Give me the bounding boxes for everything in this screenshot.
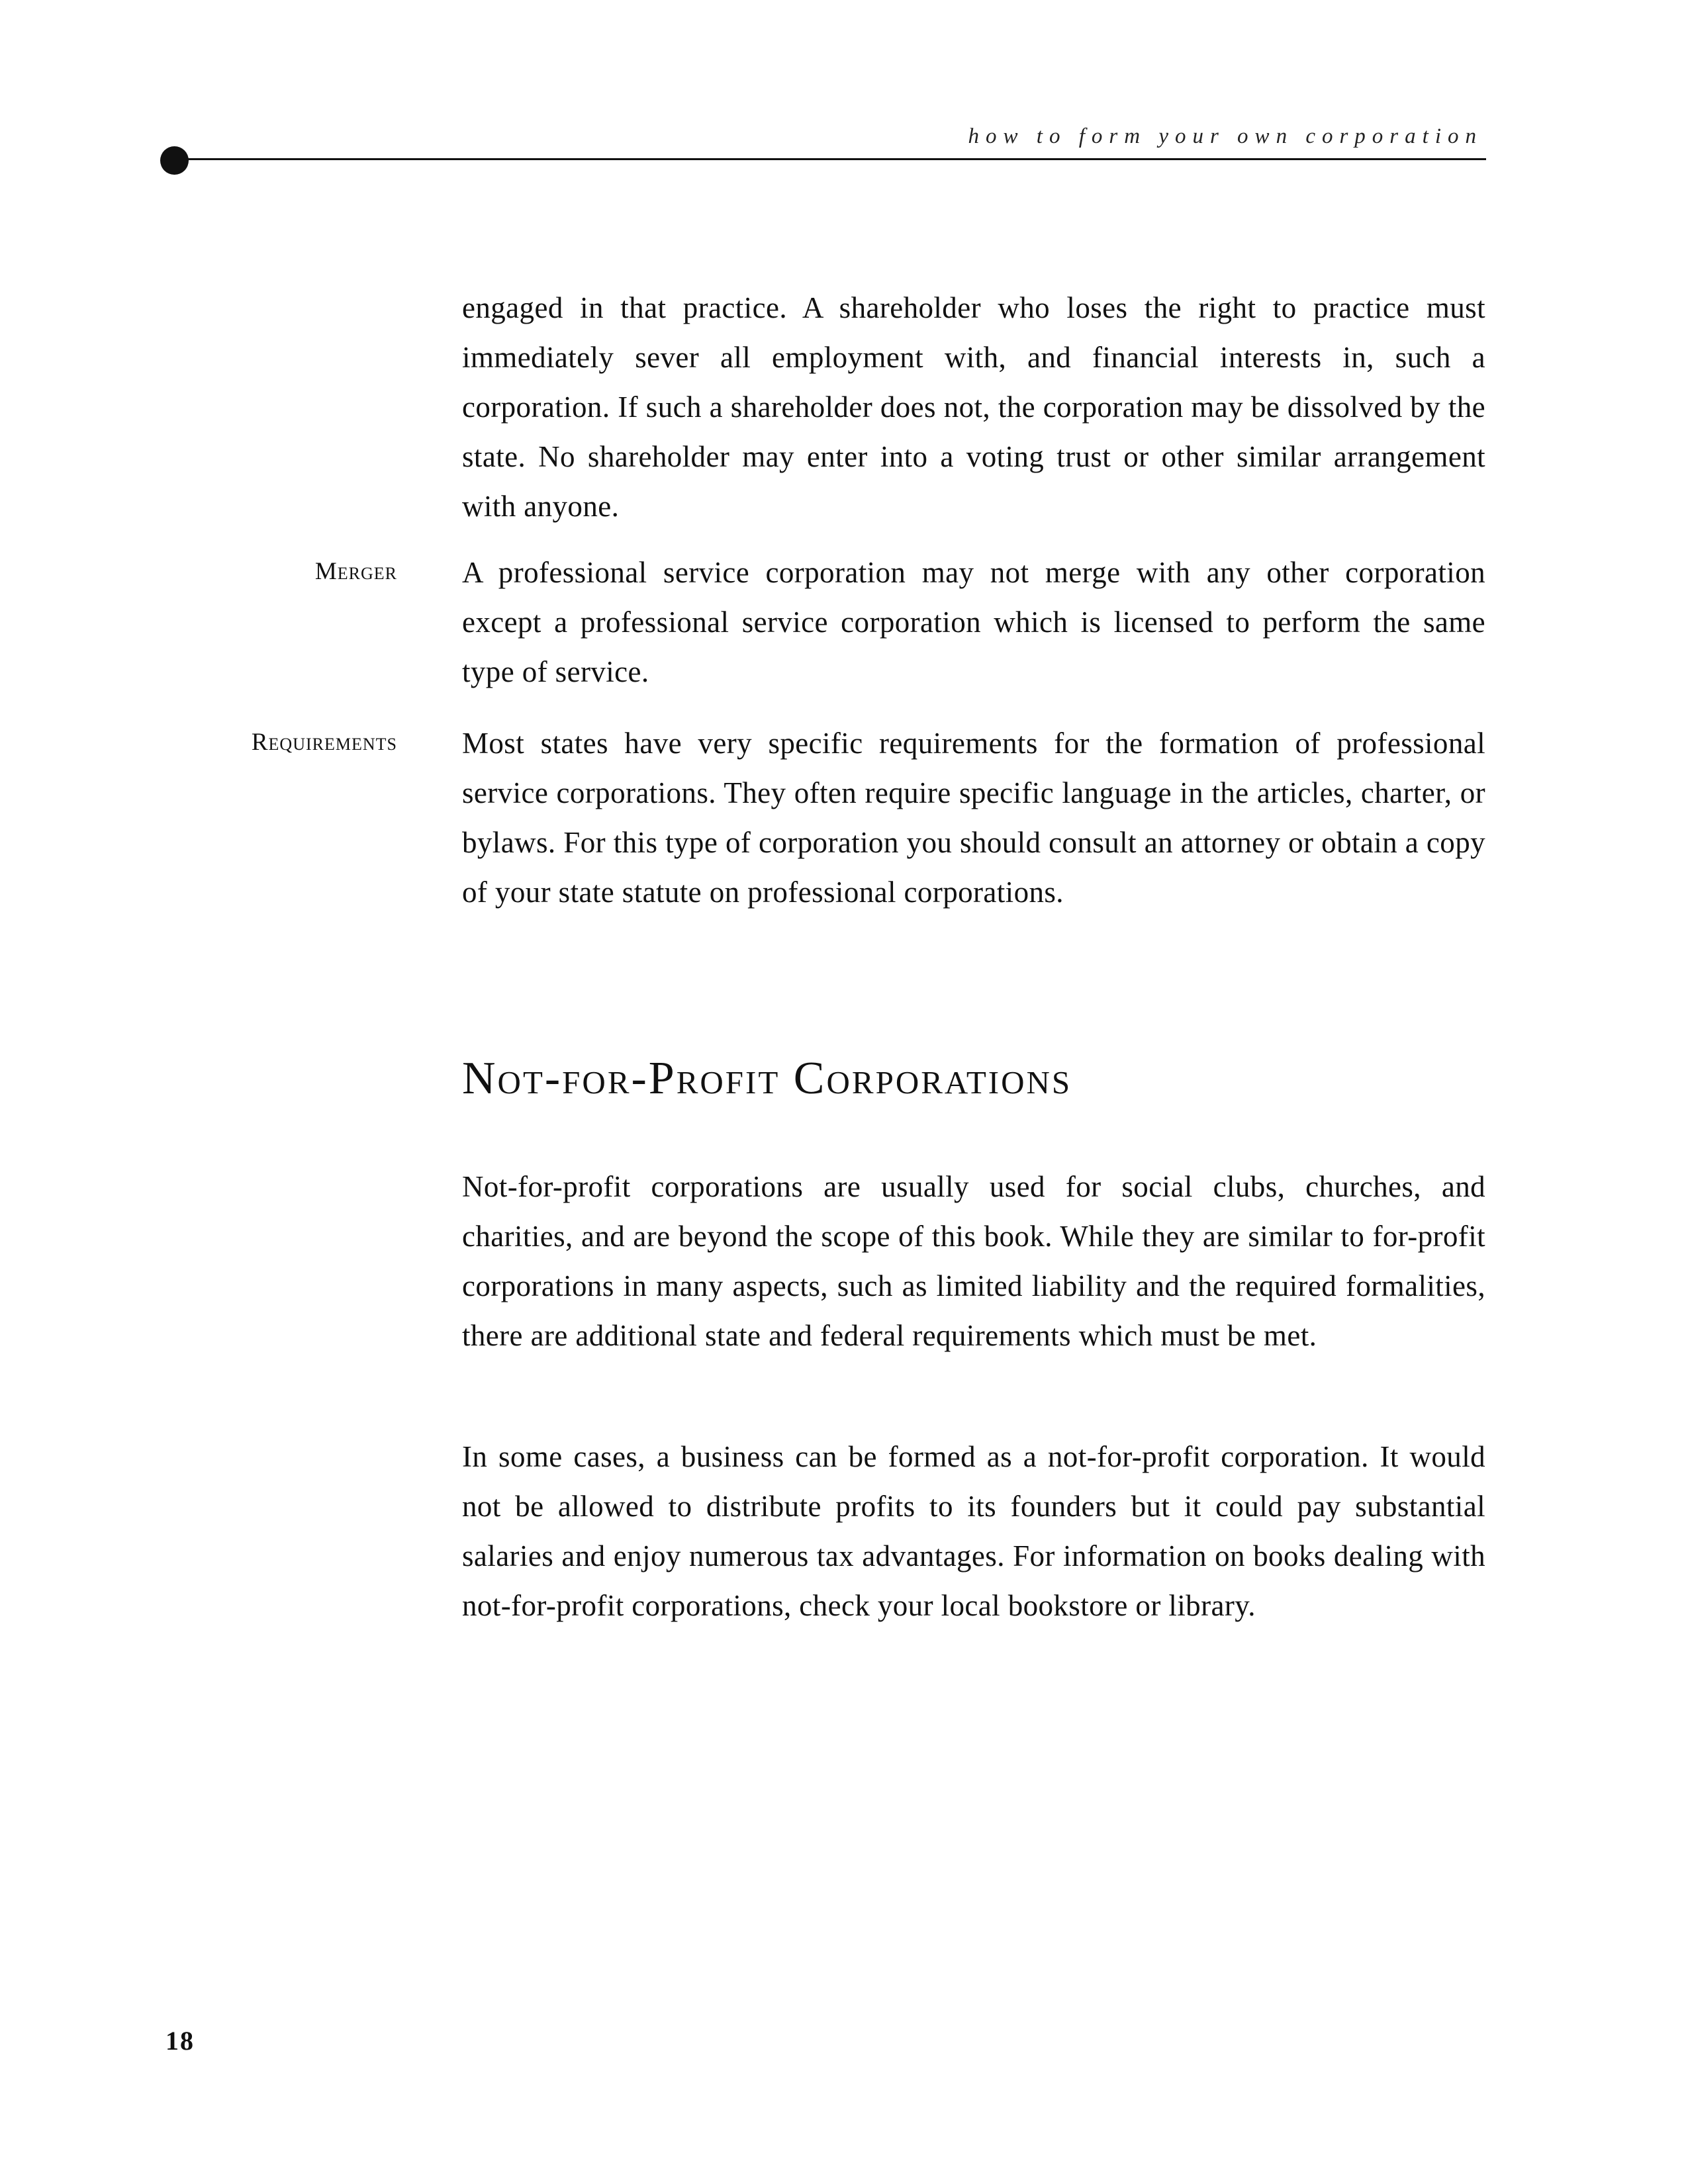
header-bullet-dot xyxy=(160,146,189,175)
paragraph-continuation: engaged in that practice. A shareholder who loses the right to practice must immediately sever all employment with, and financial interests in, such a corporation. If such a shareholder does not, the corporation may be dissolved by the state. No shareholder may enter into a voting trust or other similar arrangement with anyone. xyxy=(462,291,1485,523)
paragraph-not-for-profit-2: In some cases, a business can be formed as a not-for-profit corporation. It would not be allowed to distribute profits to its founders but it could pay substantial salaries and enjoy numerous tax advantages. For information on books dealing with not-for-profit corporations, check your local bookstore or library. xyxy=(462,1440,1485,1622)
paragraph-merger: A professional service corporation may not merge with any other corporation except a professional service corporation which is licensed to perform the same type of service. xyxy=(462,556,1485,688)
header-rule xyxy=(179,158,1486,160)
paragraph-requirements: Most states have very specific requirements for the formation of professional service corporations. They often require specific language in the articles, charter, or bylaws. For this type of corporation you should consult an attorney or obtain a copy of your state statute on professional corporations. xyxy=(462,727,1485,909)
paragraph-not-for-profit-1: Not-for-profit corporations are usually used for social clubs, churches, and charities, and are beyond the scope of this book. While they are similar to for-profit corporations in many aspects, such as limited liability and the required formalities, there are additional state and federal requirements which must be met. xyxy=(462,1170,1485,1352)
page-number: 18 xyxy=(165,2026,195,2056)
margin-label-requirements: Requirements xyxy=(251,729,397,756)
running-head-title: how to form your own corporation xyxy=(968,124,1483,148)
section-heading: Not-for-Profit Corporations xyxy=(462,1053,1072,1104)
margin-label-merger: Merger xyxy=(314,558,397,585)
